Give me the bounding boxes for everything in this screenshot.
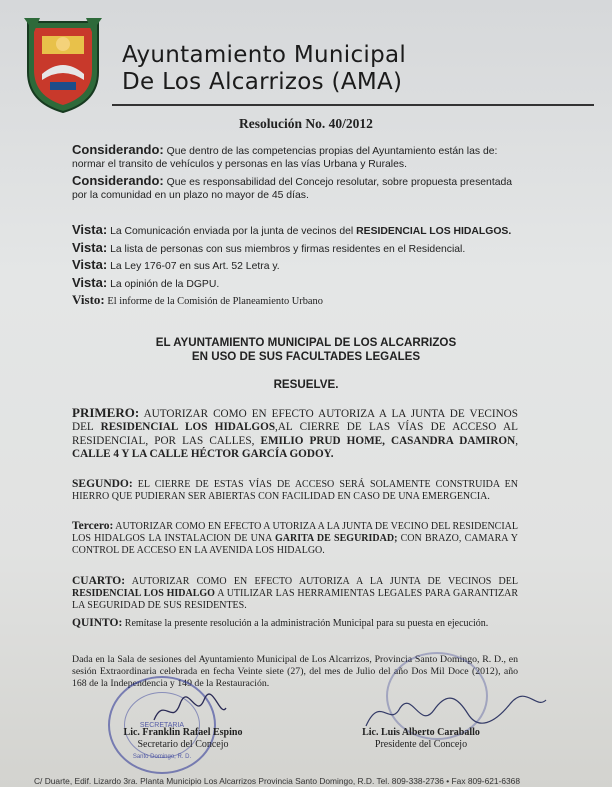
- title-line-2: De Los Alcarrizos (AMA): [122, 69, 403, 95]
- quinto-clause: QUINTO: Remítase la presente resolución a la administración Municipal para su puesta en ejecución.: [72, 617, 489, 629]
- considerando-item: Considerando: Que dentro de las competencias propias del Ayuntamiento están las de: normar el transito de vehículos y personas en las vías Urbana y Rurales.: [72, 142, 498, 170]
- resolution-number: Resolución No. 40/2012: [239, 116, 373, 131]
- segundo-clause: SEGUNDO: EL CIERRE DE ESTAS VÍAS DE ACCESO SERÁ SOLAMENTE CONSTRUIDA EN HIERRO QUE PUDIERAN SER ABIERTAS CON FACILIDAD EN CASO DE UNA EMERGENCIA.: [72, 478, 518, 502]
- vista-item: Vista: La opinión de la DGPU.: [72, 274, 220, 290]
- municipal-coat-of-arms-icon: [20, 14, 106, 114]
- secretary-stamp: SECRETARIA Santo Domingo, R. D.: [108, 676, 216, 774]
- dada-paragraph: Dada en la Sala de sesiones del Ayuntamiento Municipal de Los Alcarrizos, Provincia Santo Domingo, R. D., en sesión Extraordinaria celebrada en fecha Veinte siete (27), del mes de Julio del año Dos Mil Doce (2012), año 168 de la Independencia y 149 de la Restauración.: [72, 654, 518, 689]
- considerando-section: [72, 144, 522, 202]
- secretary-signature-block: Lic. Franklin Rafael Espino Secretario del Concejo: [123, 727, 243, 750]
- vista-item: Vista: La lista de personas con sus miembros y firmas residentes en el Residencial.: [72, 239, 466, 255]
- heading-line-2: EN USO DE SUS FACULTADES LEGALES: [191, 350, 421, 363]
- title-line-1: Ayuntamiento Municipal: [122, 42, 407, 68]
- vista-item: Vista: La Comunicación enviada por la junta de vecinos del RESIDENCIAL LOS HIDALGOS.: [72, 222, 512, 237]
- president-signature-block: Lic. Luis Alberto Caraballo Presidente del Concejo: [362, 727, 480, 750]
- vista-item: Vista: La Ley 176-07 en sus Art. 52 Letra y.: [72, 257, 280, 272]
- cuarto-clause: CUARTO: AUTORIZAR COMO EN EFECTO AUTORIZA A LA JUNTA DE VECINOS DEL RESIDENCIAL LOS HIDALGO A UTILIZAR LAS HERRAMIENTAS LEGALES PARA GARANTIZAR LA SEGURIDAD DE SUS RESIDENTES.: [72, 575, 518, 611]
- footer-address: C/ Duarte, Edif. Lizardo 3ra. Planta Municipio Los Alcarrizos Provincia Santo Domingo, R.D. Tel. 809-338-2736 • Fax 809-621-6368: [34, 776, 520, 786]
- heading-line-1: EL AYUNTAMIENTO MUNICIPAL DE LOS ALCARRIZOS: [155, 336, 457, 349]
- vista-item: Visto: El informe de la Comisión de Planeamiento Urbano: [72, 292, 323, 307]
- considerando-item: Considerando: Que es responsabilidad del Concejo resolutar, sobre propuesta presentada por la comunidad en un plazo no mayor de 45 días.: [72, 173, 513, 201]
- document-title: [122, 42, 406, 96]
- primero-clause: PRIMERO: AUTORIZAR COMO EN EFECTO AUTORIZA A LA JUNTA DE VECINOS DEL RESIDENCIAL LOS HIDALGOS,AL CIERRE DE LAS VÍAS DE ACCESO AL RESIDENCIAL, POR LAS CALLES, EMILIO PRUD HOME, CASANDRA DAMIRON, CALLE 4 Y LA CALLE HÉCTOR GARCÍA GODOY.: [72, 405, 519, 461]
- resuelve-heading: RESUELVE.: [273, 378, 339, 391]
- secretary-signature-icon: [150, 690, 230, 730]
- title-divider: [112, 104, 594, 106]
- vistas-section: [72, 222, 522, 310]
- tercero-clause: Tercero: AUTORIZAR COMO EN EFECTO A UTORIZA A LA JUNTA DE VECINO DEL RESIDENCIAL LOS HIDALGOS LA INSTALACION DE UNA GARITA DE SEGURIDAD; CON BRAZO, CAMARA Y CONTROL DE ACCESO EN LA AVENIDA LOS HIDALGO.: [72, 520, 519, 556]
